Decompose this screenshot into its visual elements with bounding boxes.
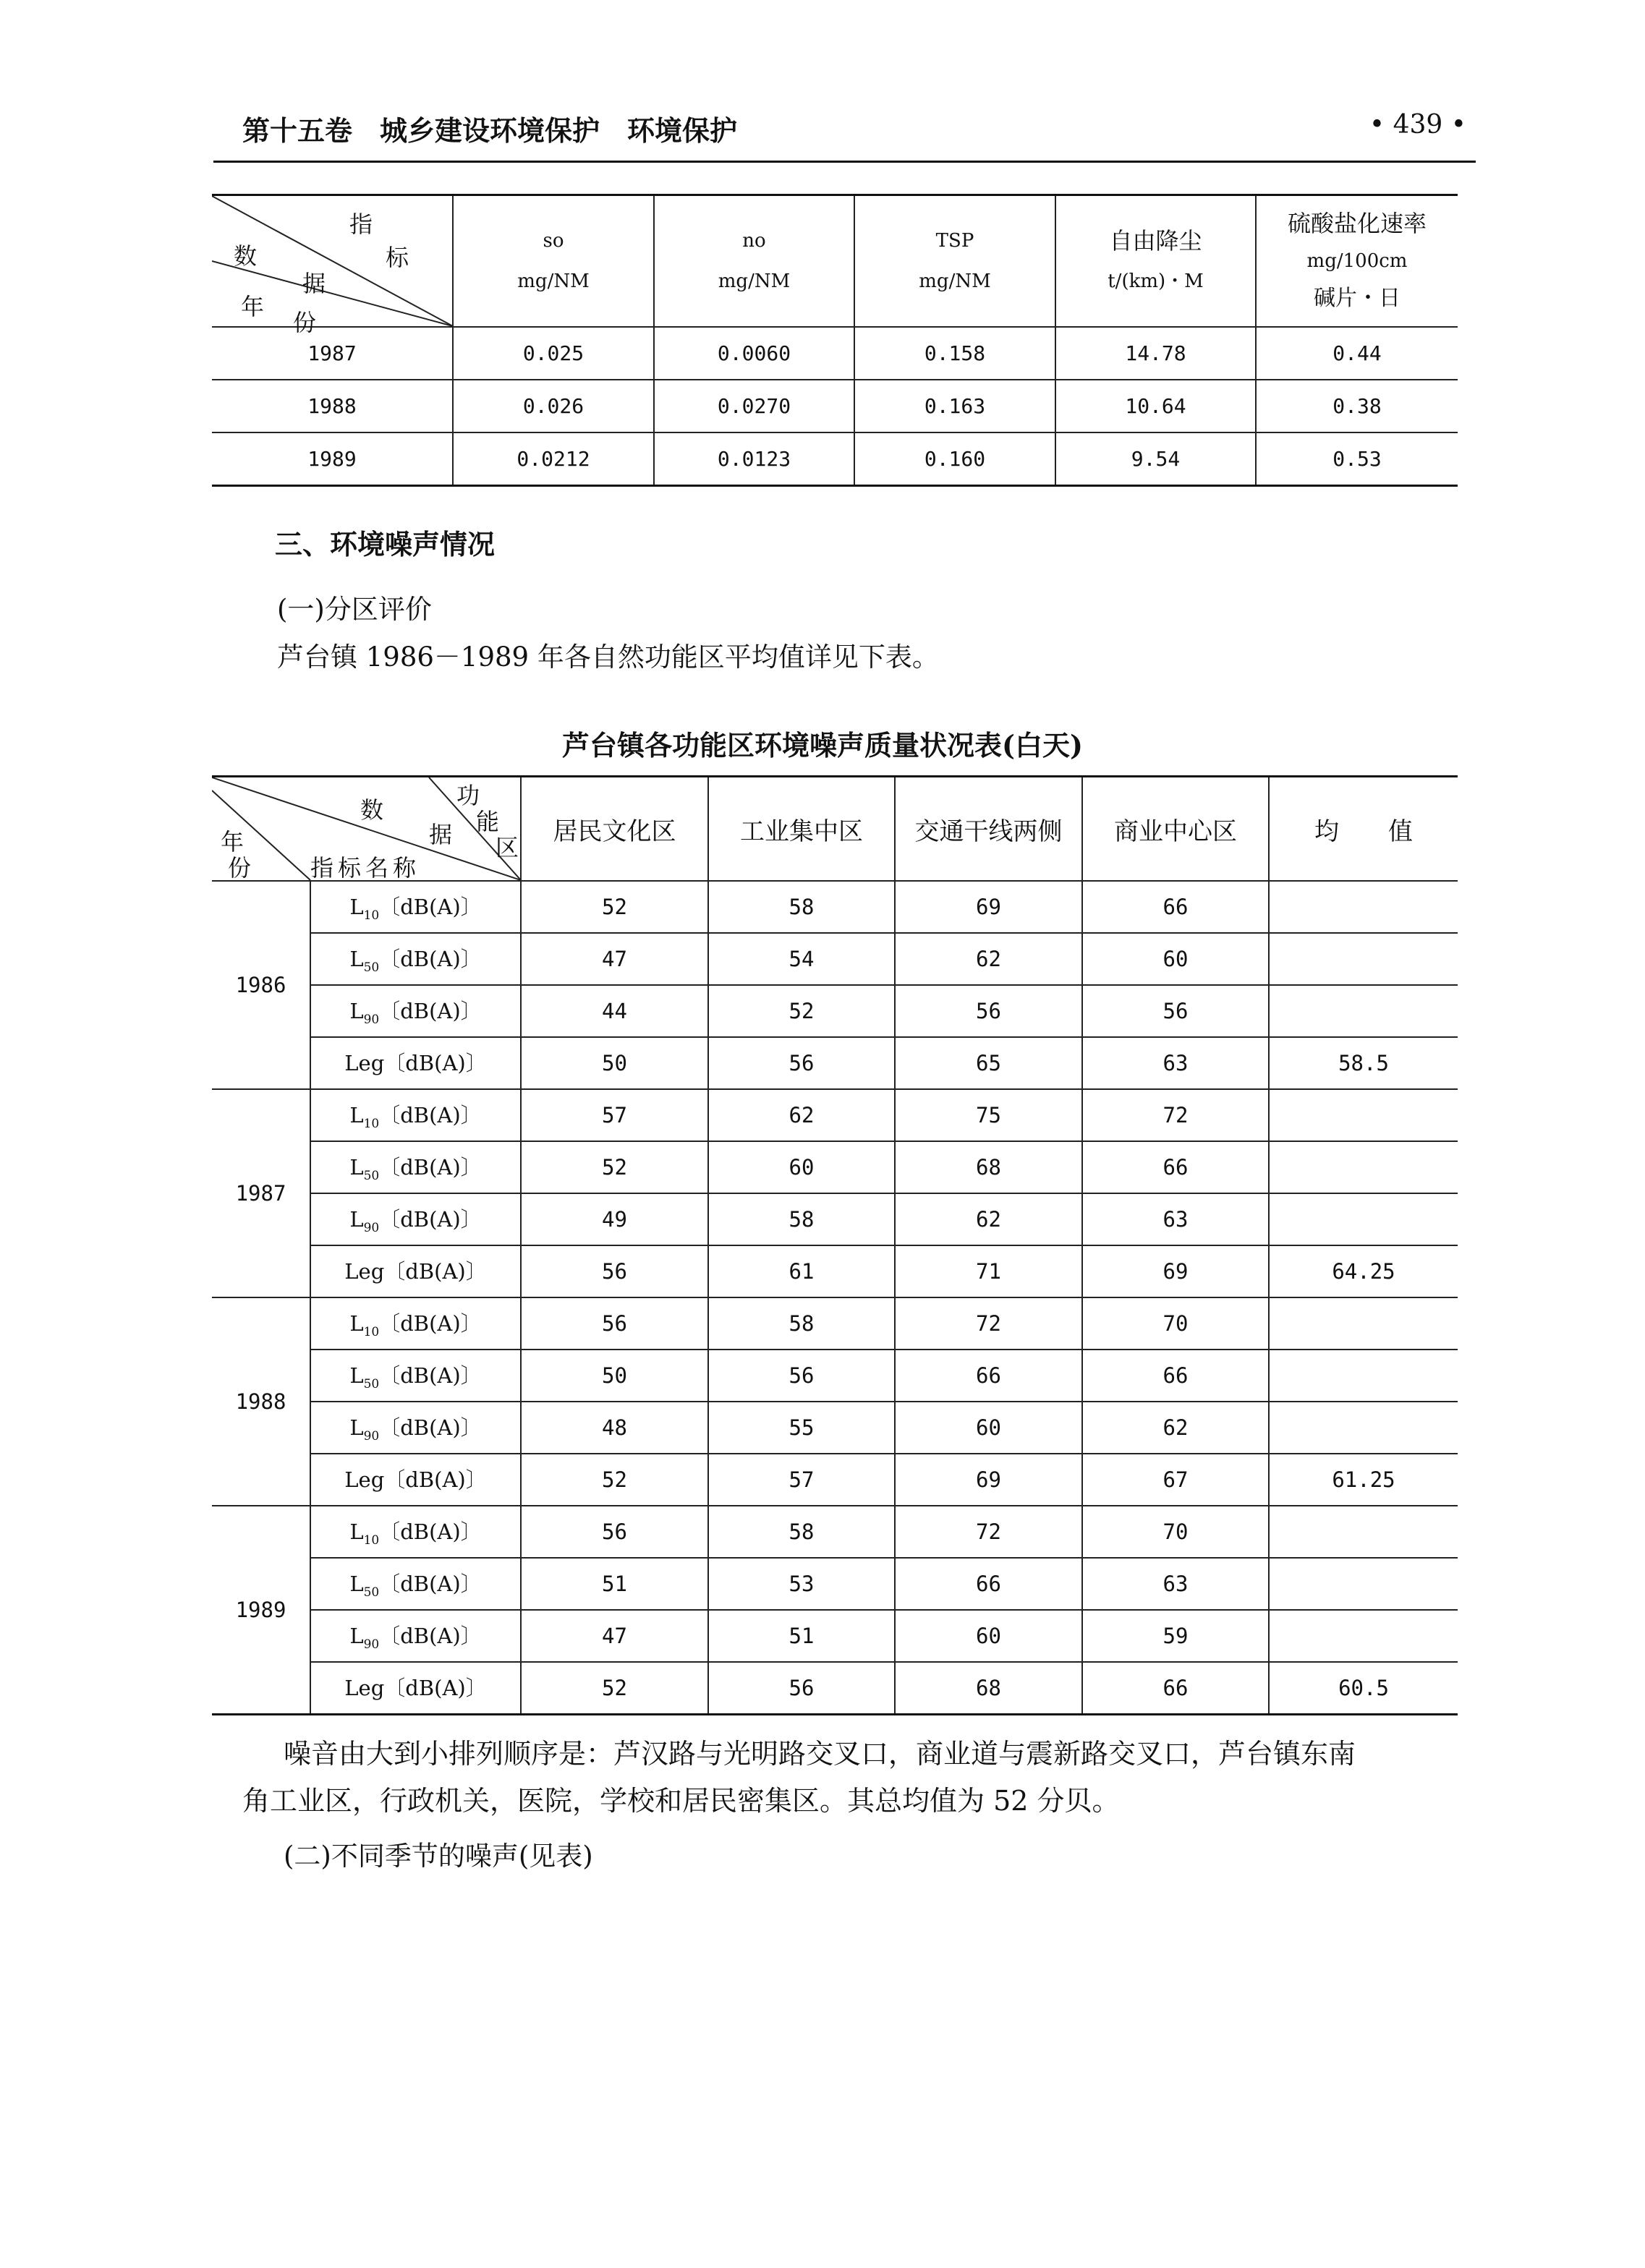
value-cell: 56 [708,1350,895,1402]
mean-cell [1269,1558,1458,1610]
value-cell: 0.160 [854,432,1055,486]
mean-cell [1269,1402,1458,1454]
mean-cell [1269,1089,1458,1141]
indicator-cell [310,1558,521,1610]
indicator-subscript: 10 [363,908,380,923]
indicator-subscript: 50 [363,1585,380,1600]
table-row [212,985,1458,1037]
table-row [212,1662,1458,1715]
indicator-cell [310,1350,521,1402]
value-cell: 50 [521,1037,708,1089]
mean-cell [1269,1610,1458,1662]
table-row [212,1402,1458,1454]
indicator-unit: 〔dB(A)〕 [379,1155,482,1180]
indicator-unit: 〔dB(A)〕 [379,947,482,972]
indicator-unit: 〔dB(A)〕 [379,1207,482,1232]
value-cell: 50 [521,1350,708,1402]
indicator-base: Leg [344,1467,385,1493]
value-cell: 62 [895,933,1082,985]
table-row [212,1297,1458,1350]
value-cell: 66 [1082,1662,1269,1715]
value-cell: 60 [895,1610,1082,1662]
indicator-unit: 〔dB(A)〕 [379,1519,482,1545]
table-row [212,1037,1458,1089]
air-quality-table [212,194,1458,487]
value-cell: 72 [1082,1089,1269,1141]
body-text: 芦台镇 1986－1989 年各自然功能区平均值详见下表。 [277,641,939,673]
indicator-base: L [349,999,364,1024]
value-cell: 14.78 [1055,327,1256,380]
value-cell: 61 [708,1245,895,1297]
value-cell: 66 [1082,1350,1269,1402]
mean-cell [1269,1141,1458,1193]
indicator-base: Leg [344,1259,385,1284]
indicator-base: L [349,1311,364,1336]
value-cell: 75 [895,1089,1082,1141]
noise-table-header-row [212,777,1458,882]
body-text: 角工业区，行政机关，医院，学校和居民密集区。其总均值为 52 分贝。 [242,1785,1120,1817]
table-row [212,933,1458,985]
indicator-base: L [349,1363,364,1389]
air-table-corner-cell [212,195,453,336]
value-cell: 66 [895,1558,1082,1610]
value-cell: 47 [521,933,708,985]
corner-label: 年 [241,293,265,320]
mean-cell [1269,1297,1458,1350]
value-cell: 57 [521,1089,708,1141]
value-cell: 66 [895,1350,1082,1402]
column-commercial: 商业中心区 [1082,777,1269,882]
value-cell: 52 [521,1141,708,1193]
table-row [212,380,1458,432]
value-cell: 0.0212 [453,432,654,486]
indicator-cell [310,1297,521,1350]
value-cell: 68 [895,1141,1082,1193]
noise-table [212,775,1458,1715]
value-cell: 0.158 [854,327,1055,380]
mean-cell: 61.25 [1269,1454,1458,1506]
corner-label: 区 [496,834,519,861]
page-number: • 439 • [1369,110,1466,140]
indicator-unit: 〔dB(A)〕 [384,1467,487,1493]
table-row [212,1454,1458,1506]
value-cell: 60 [708,1141,895,1193]
noise-table-title: 芦台镇各功能区环境噪声质量状况表(白天) [562,729,1083,762]
corner-label: 份 [293,309,317,336]
indicator-cell [310,1037,521,1089]
air-table-header-row [212,195,1458,328]
indicator-subscript: 90 [363,1428,380,1444]
indicator-base: L [349,1207,364,1232]
corner-label: 指 [349,210,373,238]
subsection-heading: (二)不同季节的噪声(见表) [284,1841,593,1872]
indicator-base: Leg [344,1676,385,1701]
year-cell: 1988 [212,380,453,432]
year-cell: 1989 [212,1506,310,1715]
value-cell: 69 [895,881,1082,933]
year-cell: 1988 [212,1297,310,1506]
indicator-cell [310,1506,521,1558]
mean-cell [1269,1350,1458,1402]
value-cell: 63 [1082,1037,1269,1089]
indicator-cell [310,1193,521,1245]
value-cell: 69 [1082,1245,1269,1297]
column-industrial: 工业集中区 [708,777,895,882]
year-cell: 1987 [212,327,453,380]
year-cell: 1986 [212,881,310,1089]
indicator-unit: 〔dB(A)〕 [379,1415,482,1441]
value-cell: 56 [521,1506,708,1558]
indicator-cell [310,1402,521,1454]
value-cell: 52 [708,985,895,1037]
indicator-base: L [349,1103,364,1128]
noise-table-corner-cell [212,777,521,882]
header-title: 第十五卷 城乡建设环境保护 环境保护 [242,114,738,147]
value-cell: 0.026 [453,380,654,432]
value-cell: 58 [708,1297,895,1350]
indicator-cell [310,1454,521,1506]
corner-label: 指标名称 [310,854,421,882]
value-cell: 66 [1082,881,1269,933]
air-column-tsp: TSP mg/NM [854,195,1055,328]
running-header [242,108,1472,152]
value-cell: 48 [521,1402,708,1454]
indicator-subscript: 50 [363,1376,380,1391]
indicator-cell [310,1245,521,1297]
air-column-no: no mg/NM [654,195,854,328]
value-cell: 51 [708,1610,895,1662]
value-cell: 63 [1082,1193,1269,1245]
value-cell: 49 [521,1193,708,1245]
noise-table-body [212,881,1458,1715]
indicator-unit: 〔dB(A)〕 [384,1051,487,1076]
indicator-cell [310,1610,521,1662]
indicator-base: L [349,895,364,920]
mean-cell: 58.5 [1269,1037,1458,1089]
table-row [212,432,1458,486]
value-cell: 72 [895,1506,1082,1558]
value-cell: 0.025 [453,327,654,380]
value-cell: 0.163 [854,380,1055,432]
value-cell: 47 [521,1610,708,1662]
corner-label: 据 [429,821,453,848]
indicator-base: L [349,1572,364,1597]
indicator-unit: 〔dB(A)〕 [379,999,482,1024]
indicator-subscript: 10 [363,1116,380,1131]
mean-cell: 60.5 [1269,1662,1458,1715]
value-cell: 52 [521,1662,708,1715]
table-row [212,1245,1458,1297]
mean-cell [1269,933,1458,985]
value-cell: 65 [895,1037,1082,1089]
value-cell: 0.0270 [654,380,854,432]
year-cell: 1987 [212,1089,310,1297]
value-cell: 63 [1082,1558,1269,1610]
value-cell: 9.54 [1055,432,1256,486]
indicator-cell [310,1141,521,1193]
value-cell: 0.53 [1256,432,1458,486]
mean-cell [1269,1506,1458,1558]
value-cell: 59 [1082,1610,1269,1662]
indicator-cell [310,881,521,933]
column-traffic: 交通干线两侧 [895,777,1082,882]
value-cell: 58 [708,1506,895,1558]
value-cell: 0.38 [1256,380,1458,432]
value-cell: 0.44 [1256,327,1458,380]
column-mean: 均 值 [1269,777,1458,882]
indicator-unit: 〔dB(A)〕 [379,1103,482,1128]
value-cell: 58 [708,881,895,933]
mean-cell [1269,881,1458,933]
air-column-dustfall: 自由降尘 t/(km)・M [1055,195,1256,328]
indicator-unit: 〔dB(A)〕 [379,1311,482,1336]
value-cell: 68 [895,1662,1082,1715]
corner-label: 数 [234,242,258,270]
mean-cell [1269,1193,1458,1245]
header-rule [213,161,1476,163]
value-cell: 56 [708,1037,895,1089]
table-row [212,1558,1458,1610]
indicator-subscript: 90 [363,1637,380,1652]
table-row [212,1506,1458,1558]
value-cell: 54 [708,933,895,985]
indicator-subscript: 90 [363,1012,380,1027]
indicator-subscript: 10 [363,1324,380,1339]
indicator-unit: 〔dB(A)〕 [379,1624,482,1649]
value-cell: 0.0123 [654,432,854,486]
corner-label: 数 [360,796,384,824]
value-cell: 58 [708,1193,895,1245]
subsection-heading: (一)分区评价 [277,594,432,625]
indicator-subscript: 50 [363,1168,380,1183]
value-cell: 55 [708,1402,895,1454]
indicator-subscript: 90 [363,1220,380,1235]
value-cell: 69 [895,1454,1082,1506]
corner-label: 据 [302,270,326,297]
corner-label: 能 [476,808,500,835]
mean-cell: 64.25 [1269,1245,1458,1297]
corner-label: 功 [456,782,480,809]
table-row [212,1610,1458,1662]
value-cell: 56 [521,1245,708,1297]
value-cell: 44 [521,985,708,1037]
air-column-sulfation-rate: 硫酸盐化速率 mg/100cm 碱片・日 [1256,195,1458,328]
value-cell: 62 [708,1089,895,1141]
value-cell: 66 [1082,1141,1269,1193]
value-cell: 62 [1082,1402,1269,1454]
column-residential: 居民文化区 [521,777,708,882]
value-cell: 60 [1082,933,1269,985]
value-cell: 52 [521,1454,708,1506]
indicator-unit: 〔dB(A)〕 [384,1676,487,1701]
year-cell: 1989 [212,432,453,486]
indicator-base: L [349,1624,364,1649]
value-cell: 56 [1082,985,1269,1037]
body-text: 噪音由大到小排列顺序是：芦汉路与光明路交叉口，商业道与震新路交叉口，芦台镇东南 [284,1738,1356,1770]
value-cell: 67 [1082,1454,1269,1506]
value-cell: 10.64 [1055,380,1256,432]
indicator-base: L [349,1155,364,1180]
value-cell: 57 [708,1454,895,1506]
value-cell: 0.0060 [654,327,854,380]
corner-label: 标 [386,244,409,271]
corner-label: 份 [228,854,252,882]
table-row [212,1089,1458,1141]
indicator-cell [310,933,521,985]
indicator-cell [310,1662,521,1715]
air-column-so: so mg/NM [453,195,654,328]
mean-cell [1269,985,1458,1037]
indicator-unit: 〔dB(A)〕 [379,895,482,920]
value-cell: 71 [895,1245,1082,1297]
value-cell: 62 [895,1193,1082,1245]
corner-label: 年 [221,828,245,856]
value-cell: 56 [895,985,1082,1037]
indicator-base: Leg [344,1051,385,1076]
indicator-unit: 〔dB(A)〕 [379,1572,482,1597]
indicator-base: L [349,1519,364,1545]
indicator-subscript: 10 [363,1532,380,1548]
indicator-base: L [349,947,364,972]
value-cell: 70 [1082,1506,1269,1558]
indicator-base: L [349,1415,364,1441]
indicator-unit: 〔dB(A)〕 [384,1259,487,1284]
table-row [212,327,1458,380]
indicator-unit: 〔dB(A)〕 [379,1363,482,1389]
indicator-subscript: 50 [363,960,380,975]
indicator-cell [310,1089,521,1141]
table-row [212,881,1458,933]
table-row [212,1141,1458,1193]
value-cell: 56 [521,1297,708,1350]
value-cell: 70 [1082,1297,1269,1350]
table-row [212,1193,1458,1245]
value-cell: 52 [521,881,708,933]
value-cell: 72 [895,1297,1082,1350]
value-cell: 51 [521,1558,708,1610]
value-cell: 56 [708,1662,895,1715]
value-cell: 53 [708,1558,895,1610]
indicator-cell [310,985,521,1037]
section-heading: 三、环境噪声情况 [275,528,496,560]
value-cell: 60 [895,1402,1082,1454]
table-row [212,1350,1458,1402]
